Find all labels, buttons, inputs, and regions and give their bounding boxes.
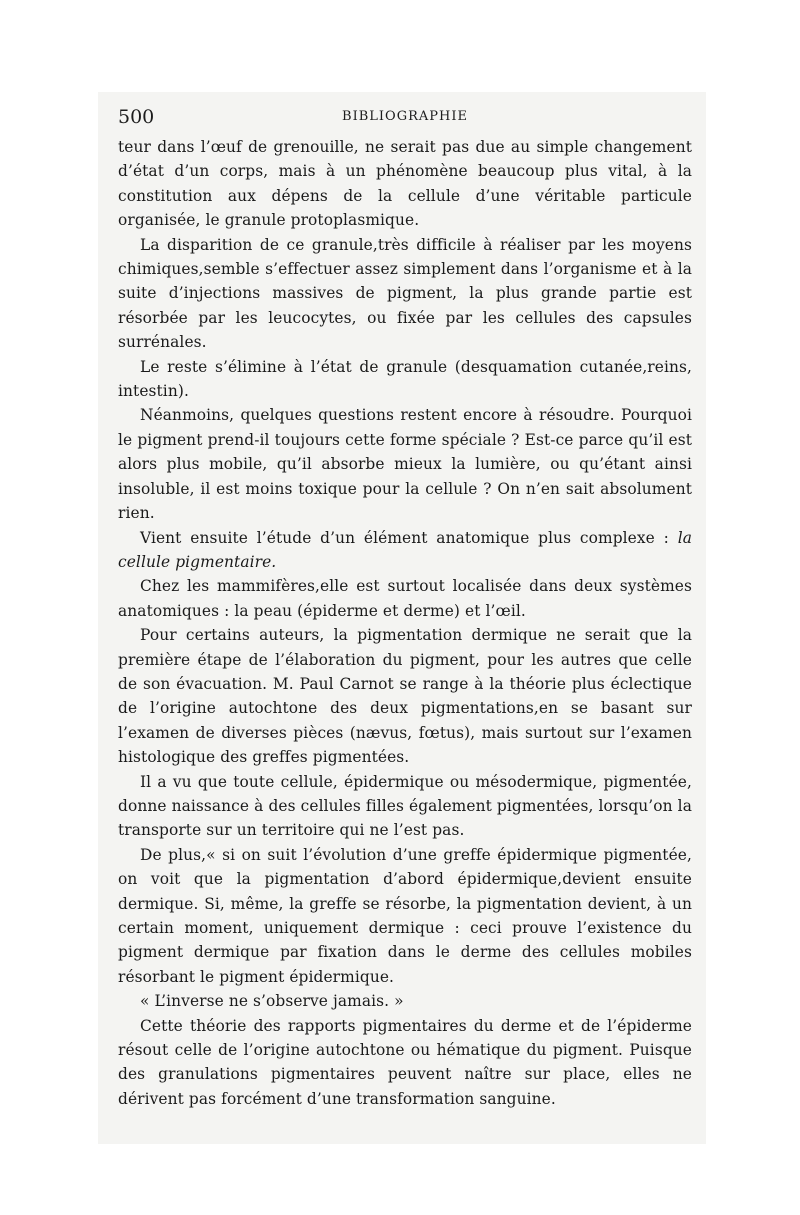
paragraph-7: Pour certains auteurs, la pigmentation dermique ne serait que la première étape de l’élaboration du pigment, pour les autres que celle de son évacuation. M. Paul Carnot se range à la théorie plus éclectique de l’origine autochtone des deux pigmentations,en se basant sur l’examen de diverses pièces (nævus, fœtus), mais surtout sur l’examen histologique des greffes pigmentées. — [118, 626, 692, 767]
paragraph-10: « L’inverse ne s’observe jamais. » — [140, 992, 404, 1011]
paragraph-1: teur dans l’œuf de grenouille, ne serait pas due au simple changement d’état d’un corps, mais à un phénomène beaucoup plus vital, à la constitution aux dépens de la cellule d’une véritable particule organisée, le granule protoplasmique. — [118, 138, 692, 230]
paragraph-4: Néanmoins, quelques questions restent encore à résoudre. Pourquoi le pigment prend-il toujours cette forme spéciale ? Est-ce parce qu’il est alors plus mobile, qu’il absorbe mieux la lumière, ou qu’étant ainsi insoluble, il est moins toxique pour la cellule ? On n’en sait absolument rien. — [118, 406, 692, 523]
page-header — [118, 104, 692, 130]
paragraph-8: Il a vu que toute cellule, épidermique ou mésodermique, pigmentée, donne naissance à des cellules filles également pigmentées, lorsqu’on la transporte sur un territoire qui ne l’est pas. — [118, 772, 692, 840]
running-title: BIBLIOGRAPHIE — [342, 109, 468, 124]
paragraph-11: Cette théorie des rapports pigmentaires du derme et de l’épiderme résout celle de l’origine autochtone ou hématique du pigment. Puisque des granulations pigmentaires peuvent naître sur place, elles ne dérivent pas forcément d’une transformation sanguine. — [118, 1016, 692, 1108]
paragraph-9: De plus,« si on suit l’évolution d’une greffe épidermique pigmentée, on voit que la pigmentation d’abord épidermique,devient ensuite dermique. Si, même, la greffe se résorbe, la pigmentation devient, à un certain moment, uniquement dermique : ceci prouve l’existence du pigment dermique par fixation dans le derme des cellules mobiles résorbant le pigment épidermique. — [118, 845, 692, 986]
paragraph-5-text: Vient ensuite l’étude d’un élément anatomique plus complexe : — [140, 528, 678, 547]
paragraph-6: Chez les mammifères,elle est surtout localisée dans deux systèmes anatomiques : la peau (épiderme et derme) et l’œil. — [118, 577, 692, 620]
page-number: 500 — [118, 106, 155, 128]
paragraph-2: La disparition de ce granule,très difficile à réaliser par les moyens chimiques,semble s’effectuer assez simplement dans l’organisme et à la suite d’injections massives de pigment, la plus grande partie est résorbée par les leucocytes, ou fixée par les cellules des capsules surrénales. — [118, 235, 692, 352]
paragraph-5 — [118, 526, 692, 575]
paragraph-3: Le reste s’élimine à l’état de granule (desquamation cutanée,reins, intestin). — [118, 357, 692, 401]
paragraph-5-italic: la cellule pigmentaire. — [118, 528, 692, 571]
body-text — [118, 135, 692, 1111]
